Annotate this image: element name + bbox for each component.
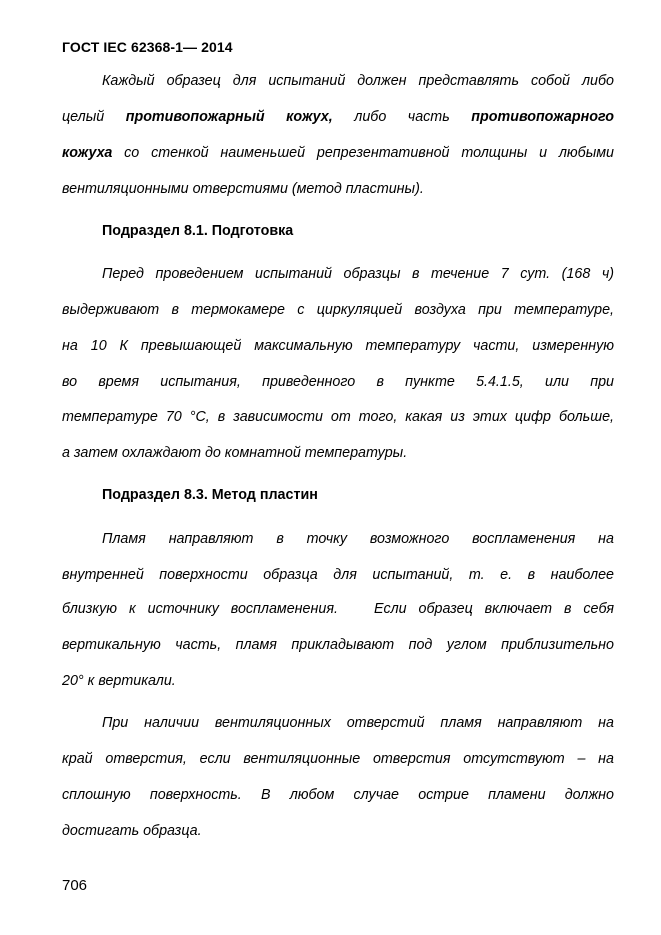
text-fragment: целый xyxy=(62,109,105,125)
paragraph-4-line-3: сплошную поверхность. В любом случае острие пламени должно xyxy=(62,787,614,803)
paragraph-2-line-4: во время испытания, приведенного в пункте 5.4.1.5, или при xyxy=(62,374,614,390)
paragraph-2-line-6: а затем охлаждают до комнатной температуры. xyxy=(62,445,408,461)
paragraph-3-line-4: вертикальную часть, пламя прикладывают под углом приблизительно xyxy=(62,637,614,653)
page-number: 706 xyxy=(62,877,88,894)
paragraph-3-line-2: внутренней поверхности образца для испытаний, т. е. в наиболее xyxy=(62,567,614,583)
subsection-heading-8-1: Подраздел 8.1. Подготовка xyxy=(102,223,294,239)
paragraph-3-line-3 xyxy=(62,600,614,618)
document-header: ГОСТ IEC 62368-1— 2014 xyxy=(62,39,233,55)
paragraph-2-line-1: Перед проведением испытаний образцы в течение 7 сут. (168 ч) xyxy=(102,266,614,282)
bold-term: противопожарный кожух, xyxy=(125,109,333,125)
paragraph-3-line-1: Пламя направляют в точку возможного воспламенения на xyxy=(102,531,614,547)
text-fragment: со стенкой наименьшей репрезентативной толщины и любыми xyxy=(124,145,614,161)
text-fragment: либо часть xyxy=(354,109,450,125)
paragraph-4-line-4: достигать образца. xyxy=(62,823,202,839)
paragraph-2-line-2: выдерживают в термокамере с циркуляцией воздуха при температуре, xyxy=(62,302,614,318)
bold-term: кожуха xyxy=(62,145,113,161)
paragraph-2-line-5: температуре 70 °С, в зависимости от того, какая из этих цифр больше, xyxy=(62,409,614,425)
paragraph-1-line-2 xyxy=(62,108,614,126)
paragraph-1-line-3 xyxy=(62,144,614,162)
text-fragment: близкую к источнику воспламенения. xyxy=(62,601,338,617)
paragraph-4-line-2: край отверстия, если вентиляционные отверстия отсутствуют – на xyxy=(62,751,614,767)
text-fragment: Если образец включает в себя xyxy=(373,601,615,617)
subsection-heading-8-3: Подраздел 8.3. Метод пластин xyxy=(102,487,318,503)
paragraph-1-line-4: вентиляционными отверстиями (метод пластины). xyxy=(62,181,424,197)
paragraph-3-line-5: 20° к вертикали. xyxy=(62,673,176,689)
paragraph-2-line-3: на 10 К превышающей максимальную температуру части, измеренную xyxy=(62,338,614,354)
bold-term: противопожарного xyxy=(471,109,614,125)
paragraph-4-line-1: При наличии вентиляционных отверстий пламя направляют на xyxy=(102,715,614,731)
paragraph-1-line-1: Каждый образец для испытаний должен представлять собой либо xyxy=(102,73,614,89)
